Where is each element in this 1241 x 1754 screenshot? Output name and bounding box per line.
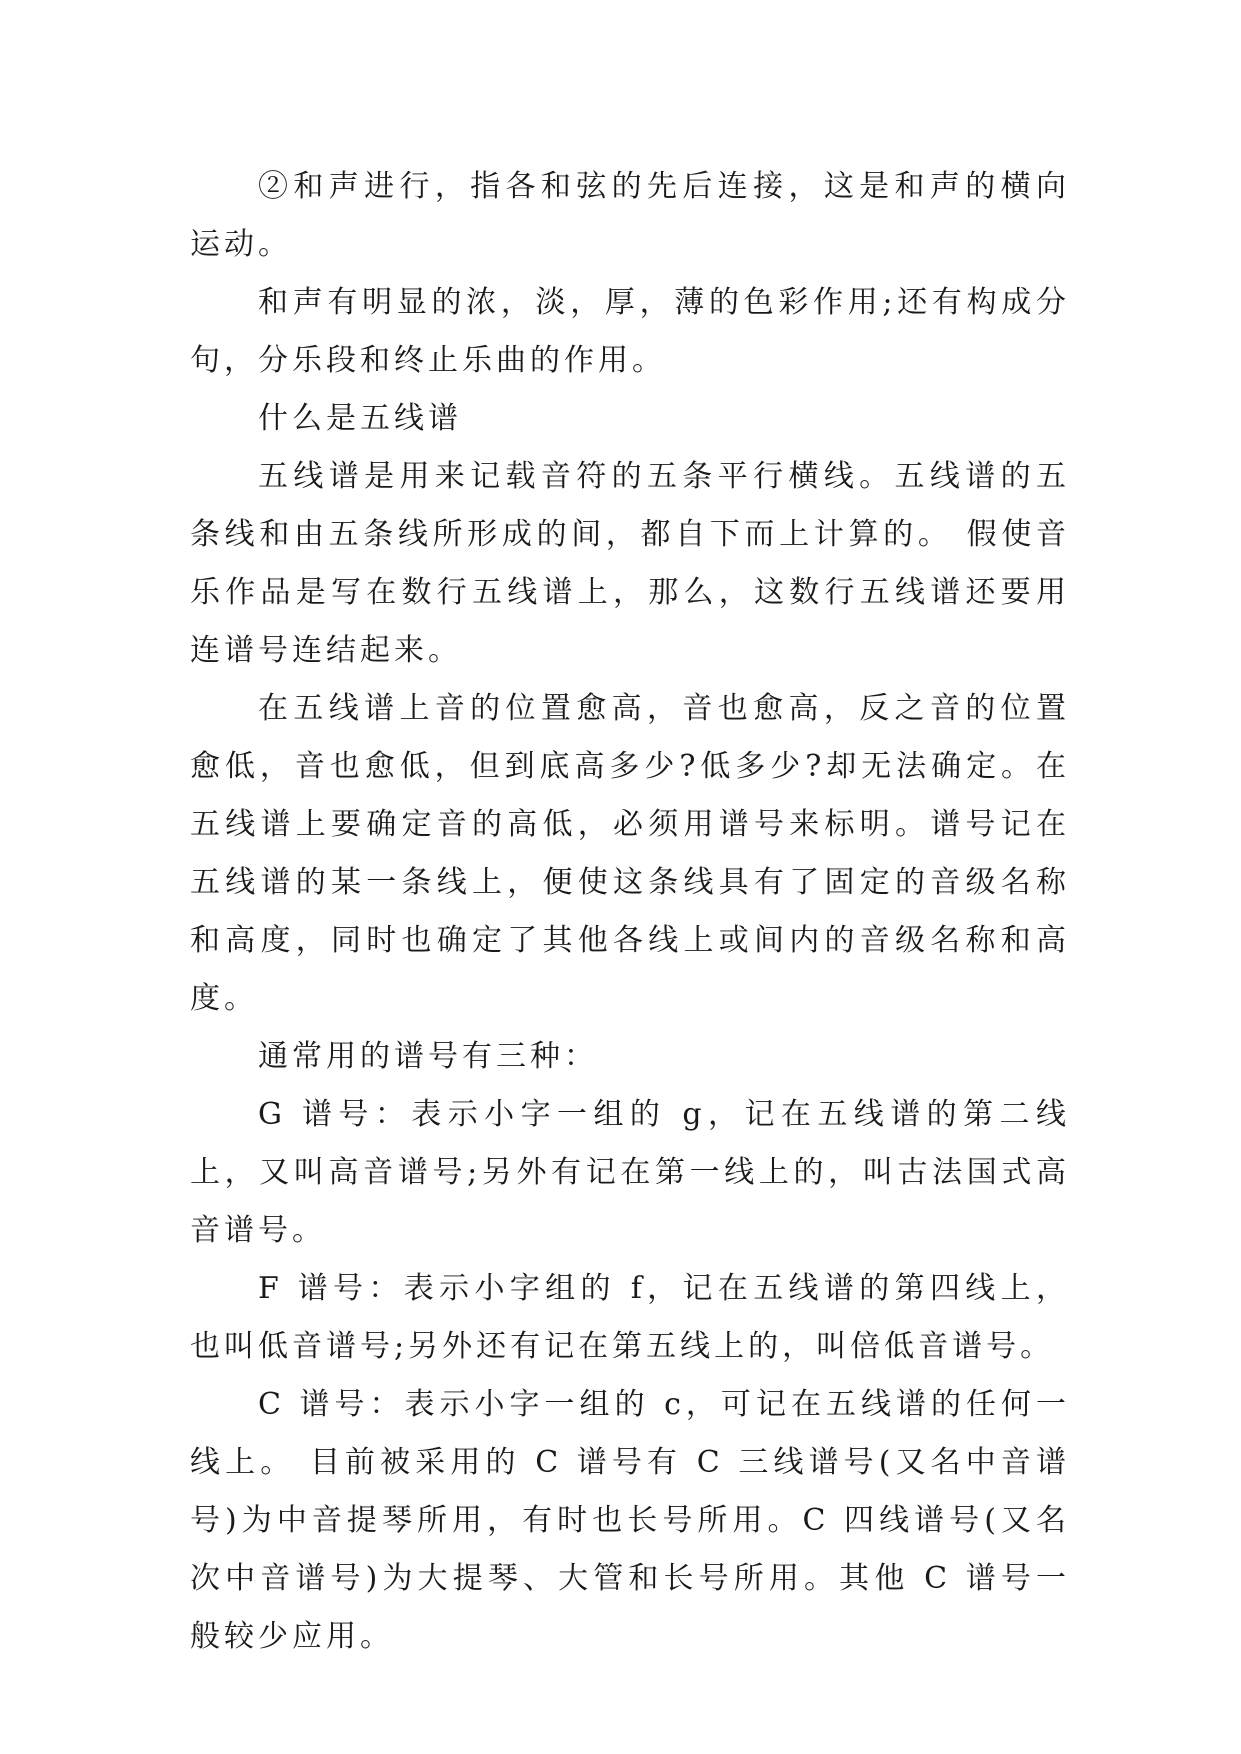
paragraph-c-clef: C 谱号：表示小字一组的 c，可记在五线谱的任何一线上。 目前被采用的 C 谱号有 C 三线谱号(又名中音谱号)为中音提琴所用，有时也长号所用。C 四线谱号(又名次中音谱号)为大提琴、大管和长号所用。其他 C 谱号一般较少应用。 <box>190 1387 1070 1654</box>
document-body <box>190 158 1070 1666</box>
paragraph-harmony-color: 和声有明显的浓，淡，厚，薄的色彩作用;还有构成分句，分乐段和终止乐曲的作用。 <box>190 285 1070 378</box>
paragraph-g-clef: G 谱号：表示小字一组的 g，记在五线谱的第二线上，又叫高音谱号;另外有记在第一线上的，叫古法国式高音谱号。 <box>190 1097 1070 1248</box>
section-heading-staff: 什么是五线谱 <box>258 401 462 436</box>
paragraph-harmony-progression: ②和声进行，指各和弦的先后连接，这是和声的横向运动。 <box>190 169 1070 262</box>
paragraph-pitch-position: 在五线谱上音的位置愈高，音也愈高，反之音的位置愈低，音也愈低，但到底高多少?低多少?却无法确定。在五线谱上要确定音的高低，必须用谱号来标明。谱号记在五线谱的某一条线上，便使这条线具有了固定的音级名称和高度，同时也确定了其他各线上或间内的音级名称和高度。 <box>190 691 1070 1016</box>
paragraph-f-clef: F 谱号：表示小字组的 f，记在五线谱的第四线上，也叫低音谱号;另外还有记在第五线上的，叫倍低音谱号。 <box>190 1271 1070 1364</box>
paragraph-clef-intro: 通常用的谱号有三种： <box>258 1039 598 1074</box>
paragraph-staff-definition: 五线谱是用来记载音符的五条平行横线。五线谱的五条线和由五条线所形成的间，都自下而上计算的。 假使音乐作品是写在数行五线谱上，那么，这数行五线谱还要用连谱号连结起来。 <box>190 459 1070 668</box>
